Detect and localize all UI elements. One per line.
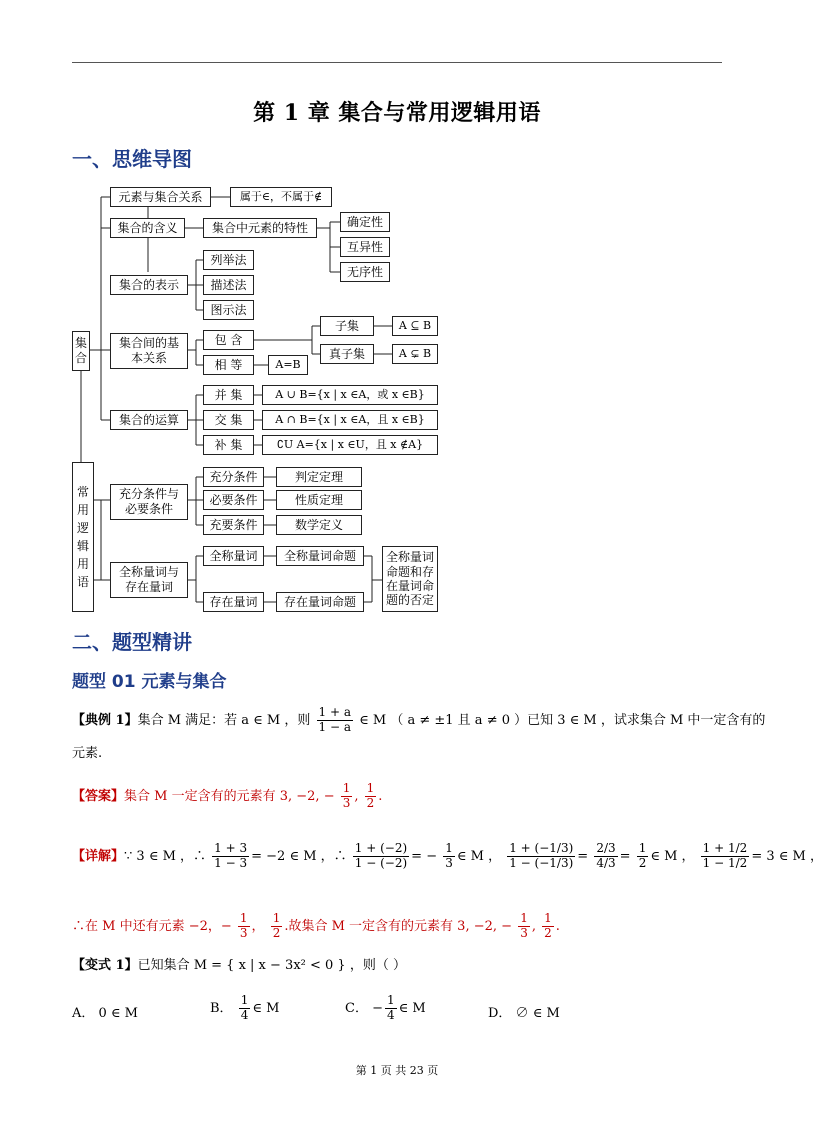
mm-representation: 集合的表示: [110, 275, 188, 295]
header-rule: [72, 62, 722, 63]
answer-label: 【答案】: [72, 788, 125, 804]
option-d: D． ∅ ∈ M: [488, 1006, 560, 1021]
detail-label: 【详解】: [72, 848, 125, 864]
mm-trait-unordered: 无序性: [340, 262, 390, 282]
mm-operations: 集合的运算: [110, 410, 188, 430]
mm-math-definition: 数学定义: [276, 515, 362, 535]
option-a: A． 0 ∈ M: [72, 1006, 138, 1021]
mm-subset-formula: A ⊆ B: [392, 316, 438, 336]
mm-proper-subset: 真子集: [320, 344, 374, 364]
mm-diagram: 图示法: [203, 300, 254, 320]
conclusion-line: ∴在 M 中还有元素 −2，− $\frac{1}{3}$ ， $\frac{1}{2}$ .故集合 M 一定含有的元素有 3, −2, − $\frac{1}{3}$ , $\frac{1}{2}$ .: [72, 911, 560, 940]
mm-property-theorem: 性质定理: [276, 490, 362, 510]
example1-text-a: 集合 M 满足：若 a ∈ M ，则: [137, 712, 311, 728]
chapter-title: 第 1 章 集合与常用逻辑用语: [253, 100, 541, 126]
section-question-types: 二、题型精讲: [72, 630, 192, 654]
example1-line: [72, 706, 765, 735]
mm-intersection-formula: A ∩ B={x | x ∈A，且 x ∈B}: [262, 410, 438, 430]
mm-union-formula: A ∪ B={x | x ∈A，或 x ∈B}: [262, 385, 438, 405]
mm-negation: 全称量词命题和存在量词命题的否定: [382, 546, 438, 612]
mm-root-sets: 集合: [72, 331, 90, 371]
mm-necessary: 必要条件: [203, 490, 264, 510]
mm-traits: 集合中元素的特性: [203, 218, 317, 238]
example1-text-b: ∈ M （ a ≠ ±1 且 a ≠ 0 ）已知 3 ∈ M ，试求集合 M 中一定含有的: [359, 712, 766, 728]
mm-judge-theorem: 判定定理: [276, 467, 362, 487]
mm-subset: 子集: [320, 316, 374, 336]
mm-root-logic: 常用逻辑用语: [72, 462, 94, 612]
mm-universal-prop: 全称量词命题: [276, 546, 364, 566]
mm-existential-prop: 存在量词命题: [276, 592, 364, 612]
subsection-element-set: 题型 01 元素与集合: [72, 672, 227, 692]
mm-relations: 集合间的基本关系: [110, 333, 188, 369]
mm-proper-subset-formula: A ⊊ B: [392, 344, 438, 364]
answer-line: 【答案】集合 M 一定含有的元素有 3, −2, − $\frac{1}{3}$ , $\frac{1}{2}$ .: [72, 781, 383, 810]
section-mind-map: 一、思维导图: [72, 147, 192, 171]
option-b: B． $\frac{1}{4}$ ∈ M: [210, 993, 280, 1022]
mm-quantifiers: 全称量词与存在量词: [110, 562, 188, 598]
mm-element-relation: 元素与集合关系: [110, 187, 211, 207]
mm-universal: 全称量词: [203, 546, 264, 566]
mm-meaning: 集合的含义: [110, 218, 185, 238]
mm-existential: 存在量词: [203, 592, 264, 612]
mm-complement-formula: ∁U A={x | x ∈U，且 x ∉A}: [262, 435, 438, 455]
variant1-line: [72, 958, 406, 975]
mm-equal: 相 等: [203, 355, 254, 375]
example1-text-c: 元素.: [72, 746, 103, 761]
mm-trait-definite: 确定性: [340, 212, 390, 232]
page-footer: 第 1 页 共 23 页: [355, 1064, 439, 1077]
option-c: C． − $\frac{1}{4}$ ∈ M: [345, 993, 426, 1022]
mm-belong: 属于∈，不属于∉: [230, 187, 332, 207]
mm-union: 并 集: [203, 385, 254, 405]
mm-intersection: 交 集: [203, 410, 254, 430]
mm-complement: 补 集: [203, 435, 254, 455]
mm-trait-distinct: 互异性: [340, 237, 390, 257]
mm-sufficient: 充分条件: [203, 467, 264, 487]
mm-description: 描述法: [203, 275, 254, 295]
mm-conditions: 充分条件与必要条件: [110, 484, 188, 520]
example1-label: 【典例 1】: [72, 712, 138, 728]
variant1-label: 【变式 1】: [72, 958, 138, 973]
mm-both: 充要条件: [203, 515, 264, 535]
mm-enumeration: 列举法: [203, 250, 254, 270]
example1-fraction: $\frac{1 + a}{1 - a}$: [318, 705, 351, 734]
mm-contain: 包 含: [203, 330, 254, 350]
variant1-text: 已知集合 M = { x | x − 3x² < 0 } ，则（ ）: [137, 958, 406, 973]
mm-equal-formula: A=B: [268, 355, 308, 375]
detail-line: 【详解】∵ 3 ∈ M ，∴ $\frac{1 + 3}{1 - 3}$ = −2 ∈ M ，∴ $\frac{1 + (-2)}{1 - (-2)}$ = − $\frac{1}{3}$ ∈ M ， $\frac{1 + (-1/3)}{1 - (-1/3)}$ = $\frac{2/3}{4/3}$ = $\frac{1}{2}$ ∈ M ， $\frac{1 + 1/2}{1 - 1/2}$ = 3 ∈ M ，: [72, 841, 823, 870]
